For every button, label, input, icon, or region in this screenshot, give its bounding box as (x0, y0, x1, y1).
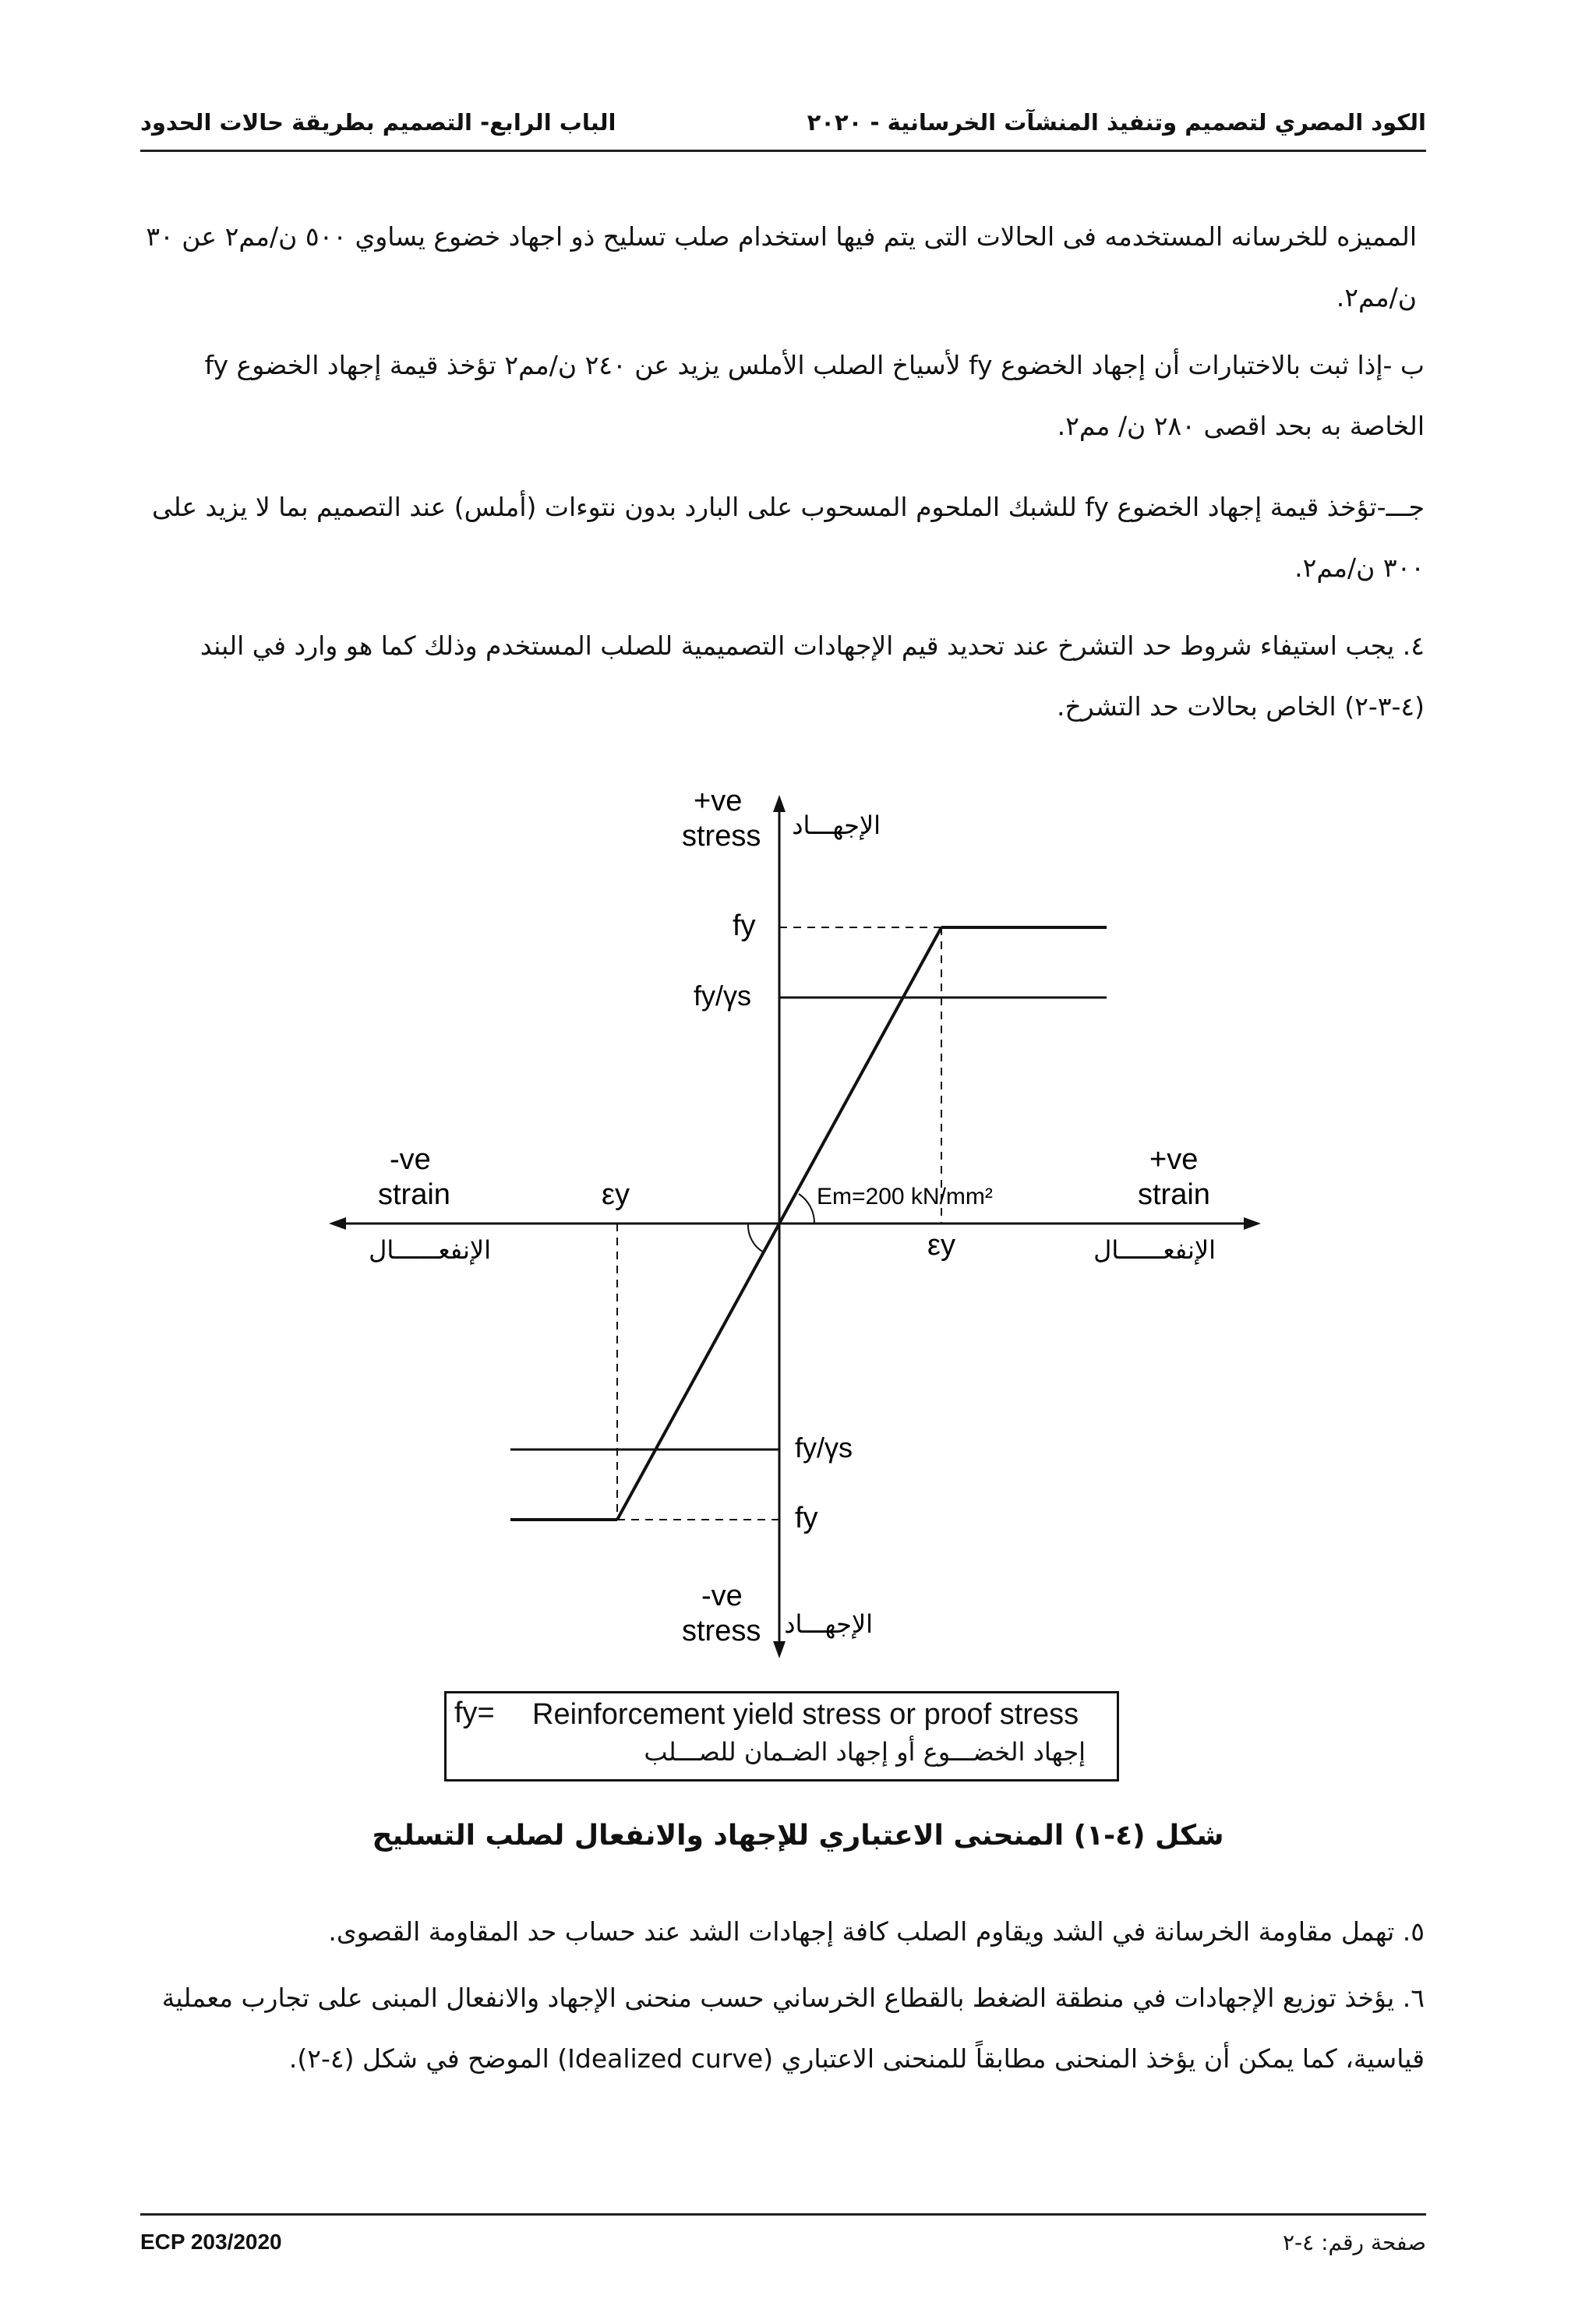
stress-strain-diagram (327, 764, 1262, 1660)
neg-stress-label-1: -ve (701, 1580, 743, 1612)
page-number: صفحة رقم: ٤-٢ (1282, 2230, 1426, 2255)
neg-stress-label-2: stress (682, 1615, 761, 1647)
fy-gs-label-negative: fy/γs (795, 1432, 853, 1464)
code-reference: ECP 203/2020 (140, 2230, 282, 2254)
pos-strain-ar: الإنفعــــــال (1093, 1235, 1216, 1265)
figure-caption: شكل (٤-١) المنحنى الاعتباري للإجهاد والانفعال لصلب التسليح (372, 1820, 1224, 1852)
pos-strain-label-2: strain (1138, 1178, 1210, 1211)
legend-box (444, 1691, 1119, 1781)
negative-angle-arc (748, 1224, 764, 1252)
fy-label-positive: fy (733, 909, 756, 942)
pos-stress-label-1: +ve (694, 785, 743, 817)
strain-axis-left-arrow (329, 1217, 346, 1230)
pos-strain-label-1: +ve (1149, 1143, 1199, 1176)
page-footer (140, 2213, 1426, 2262)
paragraph-c: جـــ-تؤخذ قيمة إجهاد الخضوع fy للشبك الملحوم المسحوب على البارد بدون نتوءات (أملس) عند التصميم بما لا يزيد على ٣٠٠ ن/مم٢. (151, 492, 1425, 583)
paragraph-b: ب -إذا ثبت بالاختبارات أن إجهاد الخضوع fy لأسياخ الصلب الأملس يزيد عن ٢٤٠ ن/مم٢ تؤخذ قيمة إجهاد الخضوع fy الخاصة به بحد اقصى ٢٨٠ ن/ مم٢. (204, 350, 1425, 441)
stress-axis-up-arrow (773, 795, 786, 812)
stress-axis-down-arrow (773, 1641, 786, 1658)
modulus-label: Em=200 kN/mm² (817, 1184, 993, 1209)
legend-arabic: إجهاد الخضـــوع أو إجهاد الضـمان للصـــلب (644, 1737, 1086, 1767)
pos-stress-label-2: stress (682, 820, 761, 853)
paragraph-first: المميزه للخرسانه المستخدمه فى الحالات التى يتم فيها استخدام صلب تسليح ذو اجهاد خضوع يساوي ٥٠٠ ن/مم٢ عن ٣٠ ن/مم٢. (146, 221, 1417, 313)
neg-stress-ar: الإجهـــاد (784, 1609, 873, 1639)
paragraph-4: ٤. يجب استيفاء شروط حد التشرخ عند تحديد قيم الإجهادات التصميمية للصلب المستخدم وذلك كما هو وارد في البند (٤-٣-٢) الخاص بحالات حد التشرخ. (200, 630, 1425, 722)
chapter-title: الباب الرابع- التصميم بطريقة حالات الحدود (140, 109, 616, 136)
code-title: الكود المصري لتصميم وتنفيذ المنشآت الخرسانية - ٢٠٢٠ (807, 109, 1426, 136)
neg-strain-ar: الإنفعــــــال (369, 1235, 491, 1265)
paragraph-5: ٥. تهمل مقاومة الخرسانة في الشد ويقاوم الصلب كافة إجهادات الشد عند حساب حد المقاومة القصوى. (328, 1916, 1425, 1947)
legend-symbol: fy= (454, 1697, 495, 1729)
fy-gs-label-positive: fy/γs (694, 980, 752, 1012)
ey-label-negative: εy (602, 1178, 630, 1211)
neg-strain-label-2: strain (378, 1178, 450, 1211)
page-header (140, 101, 1426, 152)
neg-strain-label-1: -ve (390, 1143, 431, 1176)
fy-label-negative: fy (795, 1502, 818, 1534)
legend-english: Reinforcement yield stress or proof stress (532, 1698, 1079, 1731)
strain-axis-right-arrow (1244, 1217, 1261, 1230)
modulus-angle-arc (799, 1194, 814, 1224)
ey-label-positive: εy (927, 1229, 955, 1262)
paragraph-6: ٦. يؤخذ توزيع الإجهادات في منطقة الضغط بالقطاع الخرساني حسب منحنى الإجهاد والانفعال المبنى على تجارب معملية قياسية، كما يمكن أن يؤخذ المنحنى مطابقاً للمنحنى الاعتباري (Idealized curve) الموضح في شكل (٤-٢). (161, 1983, 1425, 2074)
pos-stress-ar: الإجهـــاد (792, 810, 881, 840)
